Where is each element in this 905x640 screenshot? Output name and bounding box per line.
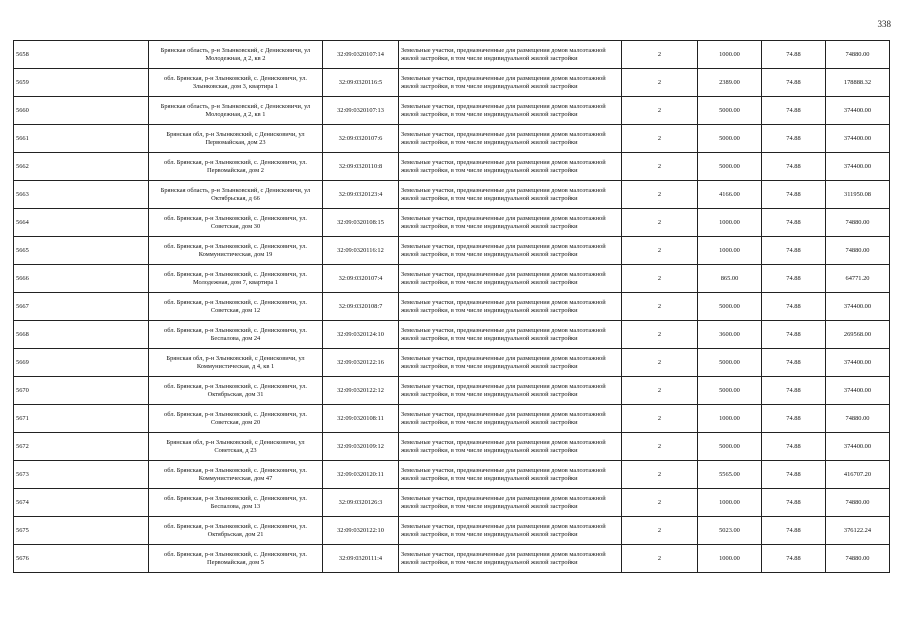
area-cell: 1000.00	[698, 237, 762, 265]
cadastral-number-cell: 32:09:0320107:6	[323, 125, 399, 153]
cadastral-number-cell: 32:09:0320107:13	[323, 97, 399, 125]
cadastral-value-cell: 374400.00	[826, 97, 890, 125]
address-cell: Брянская область, р-н Злынковский, с Денисковичи, ул Молодежная, д 2, кв 2	[149, 41, 323, 69]
row-number: 5668	[14, 321, 149, 349]
cadastral-number-cell: 32:09:0320124:10	[323, 321, 399, 349]
specific-value-cell: 74.88	[762, 293, 826, 321]
cadastral-number-cell: 32:09:0320108:15	[323, 209, 399, 237]
area-cell: 4166.00	[698, 181, 762, 209]
cadastral-number-cell: 32:09:0320108:7	[323, 293, 399, 321]
cadastral-value-cell: 374400.00	[826, 377, 890, 405]
group-code-cell: 2	[622, 97, 698, 125]
specific-value-cell: 74.88	[762, 349, 826, 377]
row-number: 5673	[14, 461, 149, 489]
specific-value-cell: 74.88	[762, 125, 826, 153]
area-cell: 5000.00	[698, 125, 762, 153]
row-number: 5664	[14, 209, 149, 237]
land-category-cell: Земельные участки, предназначенные для размещения домов малоэтажной жилой застройки, в том числе индивидуальной жилой застройки	[399, 489, 622, 517]
area-cell: 5000.00	[698, 293, 762, 321]
cadastral-value-cell: 376122.24	[826, 517, 890, 545]
row-number: 5663	[14, 181, 149, 209]
address-cell: Брянская обл, р-н Злынковский, с Денисковичи, ул Первомайская, дом 23	[149, 125, 323, 153]
specific-value-cell: 74.88	[762, 545, 826, 573]
table-row	[14, 293, 890, 321]
specific-value-cell: 74.88	[762, 517, 826, 545]
area-cell: 1000.00	[698, 545, 762, 573]
land-category-cell: Земельные участки, предназначенные для размещения домов малоэтажной жилой застройки, в том числе индивидуальной жилой застройки	[399, 293, 622, 321]
cadastral-value-cell: 269568.00	[826, 321, 890, 349]
cadastral-number-cell: 32:09:0320123:4	[323, 181, 399, 209]
land-category-cell: Земельные участки, предназначенные для размещения домов малоэтажной жилой застройки, в том числе индивидуальной жилой застройки	[399, 321, 622, 349]
land-category-cell: Земельные участки, предназначенные для размещения домов малоэтажной жилой застройки, в том числе индивидуальной жилой застройки	[399, 265, 622, 293]
address-cell: Брянская область, р-н Злынковский, с Денисковичи, ул Октябрьская, д 66	[149, 181, 323, 209]
table-row	[14, 69, 890, 97]
area-cell: 1000.00	[698, 209, 762, 237]
specific-value-cell: 74.88	[762, 97, 826, 125]
land-category-cell: Земельные участки, предназначенные для размещения домов малоэтажной жилой застройки, в том числе индивидуальной жилой застройки	[399, 517, 622, 545]
cadastral-number-cell: 32:09:0320116:12	[323, 237, 399, 265]
group-code-cell: 2	[622, 69, 698, 97]
table-row	[14, 433, 890, 461]
cadastral-value-cell: 74880.00	[826, 41, 890, 69]
land-category-cell: Земельные участки, предназначенные для размещения домов малоэтажной жилой застройки, в том числе индивидуальной жилой застройки	[399, 405, 622, 433]
land-category-cell: Земельные участки, предназначенные для размещения домов малоэтажной жилой застройки, в том числе индивидуальной жилой застройки	[399, 545, 622, 573]
specific-value-cell: 74.88	[762, 461, 826, 489]
cadastral-number-cell: 32:09:0320111:4	[323, 545, 399, 573]
page-number: 338	[877, 19, 891, 29]
land-category-cell: Земельные участки, предназначенные для размещения домов малоэтажной жилой застройки, в том числе индивидуальной жилой застройки	[399, 237, 622, 265]
table-row	[14, 405, 890, 433]
row-number: 5676	[14, 545, 149, 573]
row-number: 5658	[14, 41, 149, 69]
area-cell: 5000.00	[698, 349, 762, 377]
cadastral-value-cell: 74880.00	[826, 237, 890, 265]
land-category-cell: Земельные участки, предназначенные для размещения домов малоэтажной жилой застройки, в том числе индивидуальной жилой застройки	[399, 69, 622, 97]
cadastral-value-cell: 374400.00	[826, 153, 890, 181]
group-code-cell: 2	[622, 433, 698, 461]
address-cell: обл. Брянская, р-н Злынковский, с. Денисковичи, ул. Коммунистическая, дом 19	[149, 237, 323, 265]
cadastral-number-cell: 32:09:0320122:12	[323, 377, 399, 405]
cadastral-value-cell: 74880.00	[826, 209, 890, 237]
row-number: 5670	[14, 377, 149, 405]
cadastral-value-cell: 374400.00	[826, 433, 890, 461]
group-code-cell: 2	[622, 545, 698, 573]
address-cell: обл. Брянская, р-н Злынковский, с. Денисковичи, ул. Советская, дом 30	[149, 209, 323, 237]
group-code-cell: 2	[622, 293, 698, 321]
cadastral-number-cell: 32:09:0320108:11	[323, 405, 399, 433]
group-code-cell: 2	[622, 181, 698, 209]
table-row	[14, 545, 890, 573]
specific-value-cell: 74.88	[762, 41, 826, 69]
cadastral-number-cell: 32:09:0320110:8	[323, 153, 399, 181]
table-row	[14, 489, 890, 517]
area-cell: 5023.00	[698, 517, 762, 545]
area-cell: 1000.00	[698, 489, 762, 517]
cadastral-number-cell: 32:09:0320120:11	[323, 461, 399, 489]
specific-value-cell: 74.88	[762, 321, 826, 349]
group-code-cell: 2	[622, 153, 698, 181]
cadastral-value-cell: 311950.08	[826, 181, 890, 209]
area-cell: 5000.00	[698, 433, 762, 461]
address-cell: обл. Брянская, р-н Злынковский, с. Денисковичи, ул. Советская, дом 12	[149, 293, 323, 321]
cadastral-value-cell: 74880.00	[826, 545, 890, 573]
land-registry-table	[13, 40, 890, 573]
cadastral-value-cell: 74880.00	[826, 405, 890, 433]
row-number: 5672	[14, 433, 149, 461]
cadastral-value-cell: 374400.00	[826, 349, 890, 377]
specific-value-cell: 74.88	[762, 69, 826, 97]
area-cell: 1000.00	[698, 41, 762, 69]
address-cell: обл. Брянская, р-н Злынковский, с. Денисковичи, ул. Первомайская, дом 5	[149, 545, 323, 573]
cadastral-number-cell: 32:09:0320107:14	[323, 41, 399, 69]
address-cell: Брянская обл, р-н Злынковский, с Денисковичи, ул Коммунистическая, д 4, кв 1	[149, 349, 323, 377]
table-row	[14, 181, 890, 209]
area-cell: 865.00	[698, 265, 762, 293]
table-row	[14, 265, 890, 293]
group-code-cell: 2	[622, 489, 698, 517]
land-category-cell: Земельные участки, предназначенные для размещения домов малоэтажной жилой застройки, в том числе индивидуальной жилой застройки	[399, 41, 622, 69]
area-cell: 2389.00	[698, 69, 762, 97]
group-code-cell: 2	[622, 377, 698, 405]
group-code-cell: 2	[622, 237, 698, 265]
address-cell: обл. Брянская, р-н Злынковский, с. Денисковичи, ул. Злынковская, дом 3, квартира 1	[149, 69, 323, 97]
table-row	[14, 209, 890, 237]
row-number: 5671	[14, 405, 149, 433]
group-code-cell: 2	[622, 265, 698, 293]
land-category-cell: Земельные участки, предназначенные для размещения домов малоэтажной жилой застройки, в том числе индивидуальной жилой застройки	[399, 153, 622, 181]
specific-value-cell: 74.88	[762, 209, 826, 237]
table-row	[14, 377, 890, 405]
specific-value-cell: 74.88	[762, 153, 826, 181]
land-category-cell: Земельные участки, предназначенные для размещения домов малоэтажной жилой застройки, в том числе индивидуальной жилой застройки	[399, 209, 622, 237]
table-row	[14, 349, 890, 377]
address-cell: обл. Брянская, р-н Злынковский, с. Денисковичи, ул. Первомайская, дом 2	[149, 153, 323, 181]
specific-value-cell: 74.88	[762, 405, 826, 433]
cadastral-value-cell: 64771.20	[826, 265, 890, 293]
cadastral-value-cell: 374400.00	[826, 125, 890, 153]
group-code-cell: 2	[622, 321, 698, 349]
cadastral-number-cell: 32:09:0320116:5	[323, 69, 399, 97]
specific-value-cell: 74.88	[762, 433, 826, 461]
cadastral-number-cell: 32:09:0320107:4	[323, 265, 399, 293]
table-row	[14, 321, 890, 349]
table-row	[14, 517, 890, 545]
group-code-cell: 2	[622, 461, 698, 489]
address-cell: обл. Брянская, р-н Злынковский, с. Денисковичи, ул. Коммунистическая, дом 47	[149, 461, 323, 489]
table-row	[14, 125, 890, 153]
row-number: 5669	[14, 349, 149, 377]
group-code-cell: 2	[622, 125, 698, 153]
area-cell: 5565.00	[698, 461, 762, 489]
group-code-cell: 2	[622, 405, 698, 433]
cadastral-number-cell: 32:09:0320122:16	[323, 349, 399, 377]
cadastral-value-cell: 416707.20	[826, 461, 890, 489]
table-row	[14, 41, 890, 69]
specific-value-cell: 74.88	[762, 489, 826, 517]
address-cell: обл. Брянская, р-н Злынковский, с. Денисковичи, ул. Советская, дом 20	[149, 405, 323, 433]
group-code-cell: 2	[622, 209, 698, 237]
group-code-cell: 2	[622, 41, 698, 69]
address-cell: обл. Брянская, р-н Злынковский, с. Денисковичи, ул. Беспалова, дом 24	[149, 321, 323, 349]
cadastral-value-cell: 74880.00	[826, 489, 890, 517]
land-category-cell: Земельные участки, предназначенные для размещения домов малоэтажной жилой застройки, в том числе индивидуальной жилой застройки	[399, 125, 622, 153]
land-category-cell: Земельные участки, предназначенные для размещения домов малоэтажной жилой застройки, в том числе индивидуальной жилой застройки	[399, 461, 622, 489]
address-cell: Брянская область, р-н Злынковский, с Денисковичи, ул Молодежная, д 2, кв 1	[149, 97, 323, 125]
land-category-cell: Земельные участки, предназначенные для размещения домов малоэтажной жилой застройки, в том числе индивидуальной жилой застройки	[399, 349, 622, 377]
land-category-cell: Земельные участки, предназначенные для размещения домов малоэтажной жилой застройки, в том числе индивидуальной жилой застройки	[399, 377, 622, 405]
address-cell: обл. Брянская, р-н Злынковский, с. Денисковичи, ул. Октябрьская, дом 31	[149, 377, 323, 405]
row-number: 5661	[14, 125, 149, 153]
row-number: 5674	[14, 489, 149, 517]
group-code-cell: 2	[622, 349, 698, 377]
address-cell: Брянская обл, р-н Злынковский, с Денисковичи, ул Советская, д 23	[149, 433, 323, 461]
area-cell: 5000.00	[698, 377, 762, 405]
cadastral-value-cell: 374400.00	[826, 293, 890, 321]
address-cell: обл. Брянская, р-н Злынковский, с. Денисковичи, ул. Октябрьская, дом 21	[149, 517, 323, 545]
cadastral-number-cell: 32:09:0320122:10	[323, 517, 399, 545]
address-cell: обл. Брянская, р-н Злынковский, с. Денисковичи, ул. Беспалова, дом 13	[149, 489, 323, 517]
row-number: 5675	[14, 517, 149, 545]
address-cell: обл. Брянская, р-н Злынковский, с. Денисковичи, ул. Молодежная, дом 7, квартира 1	[149, 265, 323, 293]
cadastral-number-cell: 32:09:0320126:3	[323, 489, 399, 517]
specific-value-cell: 74.88	[762, 265, 826, 293]
row-number: 5667	[14, 293, 149, 321]
area-cell: 3600.00	[698, 321, 762, 349]
specific-value-cell: 74.88	[762, 181, 826, 209]
cadastral-value-cell: 178888.32	[826, 69, 890, 97]
land-category-cell: Земельные участки, предназначенные для размещения домов малоэтажной жилой застройки, в том числе индивидуальной жилой застройки	[399, 181, 622, 209]
table-row	[14, 97, 890, 125]
area-cell: 1000.00	[698, 405, 762, 433]
row-number: 5659	[14, 69, 149, 97]
area-cell: 5000.00	[698, 153, 762, 181]
table-body	[14, 41, 890, 573]
area-cell: 5000.00	[698, 97, 762, 125]
row-number: 5666	[14, 265, 149, 293]
land-category-cell: Земельные участки, предназначенные для размещения домов малоэтажной жилой застройки, в том числе индивидуальной жилой застройки	[399, 433, 622, 461]
specific-value-cell: 74.88	[762, 377, 826, 405]
row-number: 5660	[14, 97, 149, 125]
cadastral-number-cell: 32:09:0320109:12	[323, 433, 399, 461]
row-number: 5665	[14, 237, 149, 265]
table-row	[14, 237, 890, 265]
group-code-cell: 2	[622, 517, 698, 545]
land-category-cell: Земельные участки, предназначенные для размещения домов малоэтажной жилой застройки, в том числе индивидуальной жилой застройки	[399, 97, 622, 125]
row-number: 5662	[14, 153, 149, 181]
specific-value-cell: 74.88	[762, 237, 826, 265]
table-row	[14, 153, 890, 181]
table-row	[14, 461, 890, 489]
